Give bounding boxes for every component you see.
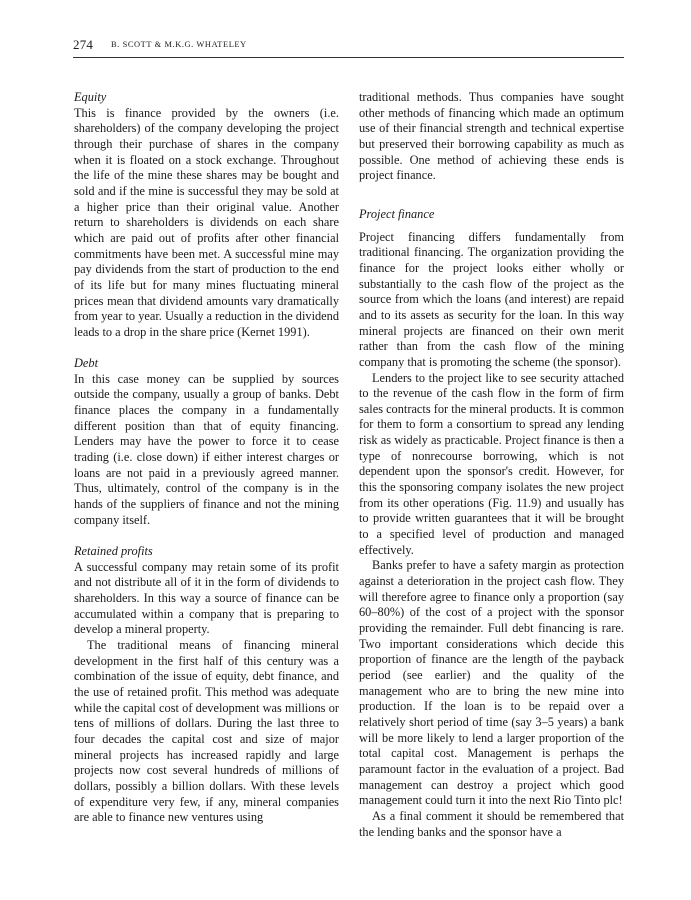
project-finance-paragraph-1: Project financing differs fundamentally from traditional financing. The organization providing the finance for the project looks either wholly or substantially to the cash flow of the project as the source from which the loans (and interest) are repaid and to its assets as security for the loan. In this way mineral projects are financed on their own merit rather than from the cash flow of the mining company that is promoting the scheme (the sponsor). <box>359 229 624 369</box>
equity-paragraph: This is finance provided by the owners (i.e. shareholders) of the company developing the project through their purchase of shares in the company when it is floated on a stock exchange. Throughout the life of the mine these shares may be bought and sold and if the mine is successful they may be sold at a higher price than their original value. Another return to shareholders is dividends on each share which are paid out of profits after other financial commitments have been met. A successful mine may pay dividends from the start of production to the end of its life but for many mines fluctuating mineral prices mean that dividend amounts vary dramatically from year to year. Usually a reduction in the dividend leads to a drop in the share price (Kernet 1991). <box>74 105 339 339</box>
section-heading-project-finance: Project finance <box>359 206 435 221</box>
section-debt <box>74 356 339 528</box>
section-project-finance <box>359 207 624 840</box>
section-retained-profits <box>74 544 339 826</box>
section-heading-debt: Debt <box>74 356 98 371</box>
debt-paragraph: In this case money can be supplied by sources outside the company, usually a group of banks. Debt finance places the company in a fundamentally different position than that of equity financing. Lenders may have the power to force it to cease trading (i.e. close down) if either interest charges or loans are not paid in a previously agreed manner. Thus, ultimately, control of the company is in the hands of the suppliers of finance and not the mining company itself. <box>74 371 339 527</box>
left-column <box>74 90 339 826</box>
running-head: B. SCOTT & M.K.G. WHATELEY <box>111 40 247 49</box>
section-heading-equity: Equity <box>74 90 107 104</box>
continuation-paragraph: traditional methods. Thus companies have sought other methods of financing which made an optimum use of their financial strength and technical expertise but preserved their borrowing capability as much as possible. One method of achieving these ends is project finance. <box>359 90 624 183</box>
retained-profits-paragraph: A successful company may retain some of its profit and not distribute all of it in the form of dividends to shareholders. In this way a source of finance can be accumulated within a company that is preparing to develop a mineral property. <box>74 559 339 637</box>
project-finance-paragraph-4: As a final comment it should be remembered that the lending banks and the sponsor have a <box>359 808 624 839</box>
section-heading-retained-profits: Retained profits <box>74 544 153 558</box>
project-finance-paragraph-3: Banks prefer to have a safety margin as protection against a deterioration in the project cash flow. They will therefore agree to finance only a proportion (say 60–80%) of the cost of a project with the sponsor providing the remainder. Full debt financing is rare. Two important considerations which decide this proportion of finance are the length of the payback period (see earlier) and the quality of the management who are to bring the new mine into production. If the loan is to be repaid over a relatively short period of time (say 3–5 years) a bank will be more likely to lend a larger proportion of the total capital cost. Management is perhaps the paramount factor in the evaluation of a project. Bad management can destroy a project which good management could turn it into the next Rio Tinto plc! <box>359 558 624 808</box>
right-column <box>359 90 624 840</box>
traditional-financing-paragraph: The traditional means of financing mineral development in the first half of this century was a combination of the issue of equity, debt finance, and the use of retained profit. This method was adequate while the capital cost of development was millions or tens of millions of dollars. During the last three to four decades the capital cost and size of major mineral projects has increased rapidly and large projects now cost several hundreds of millions of dollars, possibly a billion dollars. With these levels of expenditure very few, if any, mineral companies are able to finance new ventures using <box>74 637 339 825</box>
project-finance-paragraph-2: Lenders to the project like to see security attached to the revenue of the cash flow in the form of firm sales contracts for the mineral products. It is common for them to form a consortium to spread any lending risk as widely as practicable. Project finance is then a type of nonrecourse borrowing, which is not dependent upon the sponsor's credit. However, for this the sponsoring company isolates the new project from its other operations (Fig. 11.9) and usually has to provide written guarantees that it will be brought to a specified level of production and managed effectively. <box>359 370 624 557</box>
page-number: 274 <box>73 37 94 52</box>
section-equity <box>74 90 339 341</box>
page-header <box>73 35 624 58</box>
